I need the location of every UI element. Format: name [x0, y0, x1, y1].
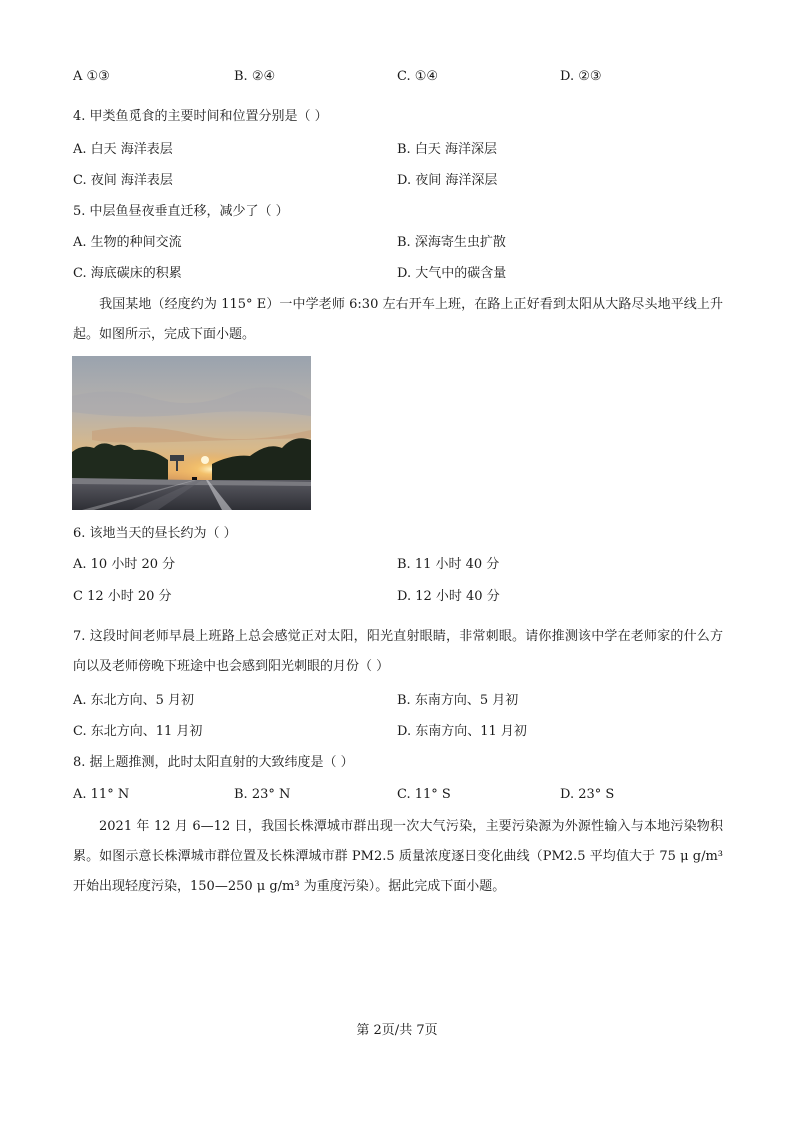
q7-option-c: C. 东北方向、11 月初 — [73, 724, 203, 739]
q8-option-c: C. 11° S — [397, 787, 451, 802]
q4-option-c: C. 夜间 海洋表层 — [73, 173, 173, 188]
q5-stem: 5. 中层鱼昼夜垂直迁移，减少了（ ） — [73, 204, 289, 219]
q6-option-b: B. 11 小时 40 分 — [397, 557, 500, 572]
q3-option-a: A ①③ — [73, 69, 110, 84]
intro-paragraph-sunrise — [73, 290, 723, 350]
q8-option-a: A. 11° N — [73, 787, 130, 802]
q5-option-a: A. 生物的种间交流 — [73, 235, 182, 250]
intro-paragraph-pollution-text: 2021 年 12 月 6—12 日，我国长株潭城市群出现一次大气污染，主要污染源为外源性输入与本地污染物积累。如图示意长株潭城市群位置及长株潭城市群 PM2.5 质量浓度逐日变化曲线（PM2.5 平均值大于 75 μ g/m³ 开始出现轻度污染，150—250 μ g/m³ 为重度污染）。据此完成下面小题。 — [73, 819, 723, 894]
intro-paragraph-sunrise-text: 我国某地（经度约为 115° E）一中学老师 6:30 左右开车上班，在路上正好看到太阳从大路尽头地平线上升起。如图所示，完成下面小题。 — [73, 297, 723, 342]
q5-option-b: B. 深海寄生虫扩散 — [397, 235, 506, 250]
q7-option-a: A. 东北方向、5 月初 — [73, 693, 195, 708]
q7-option-d: D. 东南方向、11 月初 — [397, 724, 527, 739]
q5-option-d: D. 大气中的碳含量 — [397, 266, 507, 281]
q7-option-b: B. 东南方向、5 月初 — [397, 693, 519, 708]
q6-option-d: D. 12 小时 40 分 — [397, 589, 500, 604]
intro-paragraph-pollution — [73, 812, 723, 902]
q4-option-d: D. 夜间 海洋深层 — [397, 173, 498, 188]
q8-option-d: D. 23° S — [560, 787, 615, 802]
q6-option-a: A. 10 小时 20 分 — [73, 557, 176, 572]
q3-option-c: C. ①④ — [397, 69, 439, 84]
q7-stem: 7. 这段时间老师早晨上班路上总会感觉正对太阳，阳光直射眼睛，非常刺眼。请你推测该中学在老师家的什么方向以及老师傍晚下班途中也会感到阳光刺眼的月份（ ） — [73, 629, 723, 674]
q4-option-a: A. 白天 海洋表层 — [73, 142, 173, 157]
q3-option-b: B. ②④ — [234, 69, 276, 84]
q4-stem: 4. 甲类鱼觅食的主要时间和位置分别是（ ） — [73, 109, 328, 124]
q3-option-d: D. ②③ — [560, 69, 602, 84]
q5-option-c: C. 海底碳床的积累 — [73, 266, 182, 281]
q6-stem: 6. 该地当天的昼长约为（ ） — [73, 526, 237, 541]
q4-option-b: B. 白天 海洋深层 — [397, 142, 497, 157]
sunrise-highway-photo — [72, 356, 311, 510]
q8-stem: 8. 据上题推测，此时太阳直射的大致纬度是（ ） — [73, 755, 354, 770]
page-footer: 第 2页/共 7页 — [356, 1023, 438, 1038]
q8-option-b: B. 23° N — [234, 787, 291, 802]
q6-option-c: C 12 小时 20 分 — [73, 589, 172, 604]
